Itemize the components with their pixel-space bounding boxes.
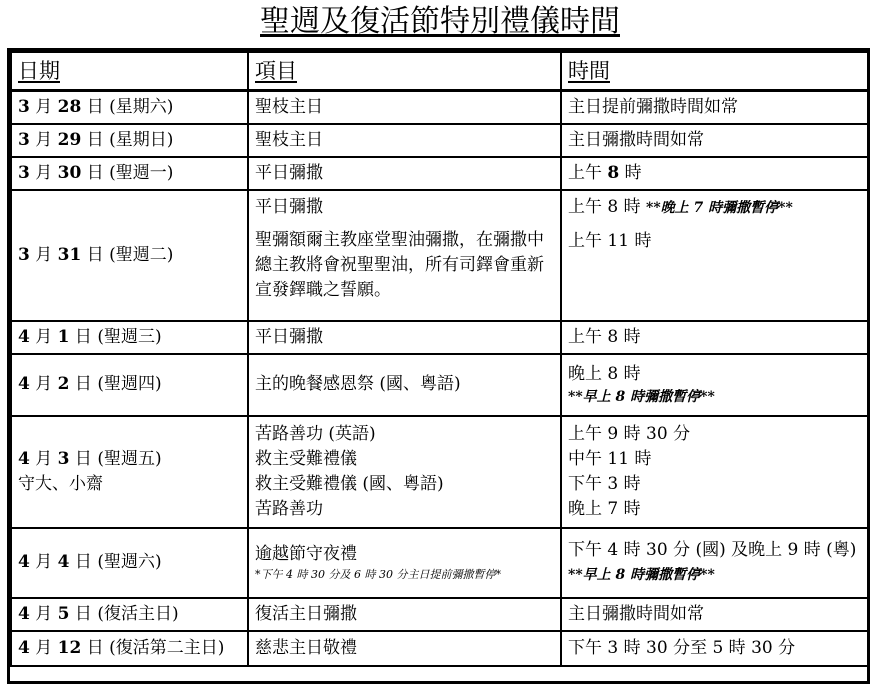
- table-row: [11, 528, 868, 598]
- time-text: 晚上 7 時: [568, 498, 641, 519]
- table-row: [11, 598, 868, 631]
- time-note: **早上 8 時彌撒暫停**: [568, 566, 715, 583]
- item-text: 平日彌撒: [255, 196, 323, 217]
- time-text: 上午 9 時 30 分: [568, 423, 691, 444]
- item-text: 逾越節守夜禮: [255, 544, 357, 564]
- date-cell: 3 月 29 日 (星期日): [11, 124, 248, 157]
- item-cell: [248, 528, 561, 598]
- time-cell: [561, 190, 868, 321]
- item-text: 苦路善功: [255, 498, 323, 519]
- item-text: 救主受難禮儀: [255, 448, 357, 469]
- date-cell: 3 月 30 日 (聖週一): [11, 157, 248, 190]
- table-row: [11, 91, 868, 124]
- date-cell: 4 月 1 日 (聖週三): [11, 321, 248, 354]
- time-text: 晚上 8 時: [568, 364, 641, 384]
- header-date: 日期: [11, 52, 248, 91]
- table-row: [11, 321, 868, 354]
- header-row: [11, 52, 868, 91]
- item-cell: [248, 190, 561, 321]
- item-cell: 主的晚餐感恩祭 (國、粵語): [248, 354, 561, 416]
- table-row: [11, 157, 868, 190]
- table-row: [11, 190, 868, 321]
- time-text: 下午 4 時 30 分 (國) 及晚上 9 時 (粵): [568, 539, 857, 560]
- time-note: **晚上 7 時彌撒暫停**: [646, 199, 793, 216]
- page-title: 聖週及復活節特別禮儀時間: [260, 4, 620, 39]
- time-cell: 上午 8 時: [561, 157, 868, 190]
- item-cell: 慈悲主日敬禮: [248, 631, 561, 666]
- date-cell: [11, 416, 248, 528]
- time-text: 下午 3 時: [568, 473, 641, 494]
- header-time: 時間: [561, 52, 868, 91]
- table-row: [11, 631, 868, 666]
- time-cell: [561, 416, 868, 528]
- date-note: 守大、小齋: [18, 473, 103, 494]
- date-cell: 3 月 31 日 (聖週二): [11, 190, 248, 321]
- item-text: 聖彌額爾主教座堂聖油彌撒，在彌撒中總主教將會祝聖聖油，所有司鐸會重新宣發鐸職之誓願。: [255, 229, 544, 300]
- time-text: 中午 11 時: [568, 448, 652, 469]
- item-cell: 平日彌撒: [248, 321, 561, 354]
- date-cell: 4 月 5 日 (復活主日): [11, 598, 248, 631]
- time-text: 上午 8 時 **晚上 7 時彌撒暫停**: [568, 196, 793, 217]
- time-note: **早上 8 時彌撒暫停**: [568, 389, 715, 405]
- schedule-table: [10, 51, 869, 667]
- time-cell: 下午 3 時 30 分至 5 時 30 分: [561, 631, 868, 666]
- item-cell: 聖枝主日: [248, 91, 561, 124]
- date-cell: 4 月 2 日 (聖週四): [11, 354, 248, 416]
- item-cell: 聖枝主日: [248, 124, 561, 157]
- header-item: 項目: [248, 52, 561, 91]
- date-cell: 4 月 4 日 (聖週六): [11, 528, 248, 598]
- time-text: 上午 11 時: [568, 230, 652, 251]
- table-row: [11, 416, 868, 528]
- time-cell: 主日彌撒時間如常: [561, 124, 868, 157]
- time-cell: 上午 8 時: [561, 321, 868, 354]
- item-cell: 平日彌撒: [248, 157, 561, 190]
- item-cell: 復活主日彌撒: [248, 598, 561, 631]
- time-cell: 主日彌撒時間如常: [561, 598, 868, 631]
- table-row: [11, 124, 868, 157]
- item-note: *下午 4 時 30 分及 6 時 30 分主日提前彌撒暫停*: [255, 568, 501, 581]
- time-cell: [561, 354, 868, 416]
- item-cell: [248, 416, 561, 528]
- table-row: [11, 354, 868, 416]
- time-cell: [561, 528, 868, 598]
- item-text: 救主受難禮儀 (國、粵語): [255, 473, 444, 494]
- date-text: 4 月 3 日 (聖週五): [18, 448, 162, 469]
- date-cell: 4 月 12 日 (復活第二主日): [11, 631, 248, 666]
- date-cell: 3 月 28 日 (星期六): [11, 91, 248, 124]
- item-text: 苦路善功 (英語): [255, 423, 376, 444]
- time-cell: 主日提前彌撒時間如常: [561, 91, 868, 124]
